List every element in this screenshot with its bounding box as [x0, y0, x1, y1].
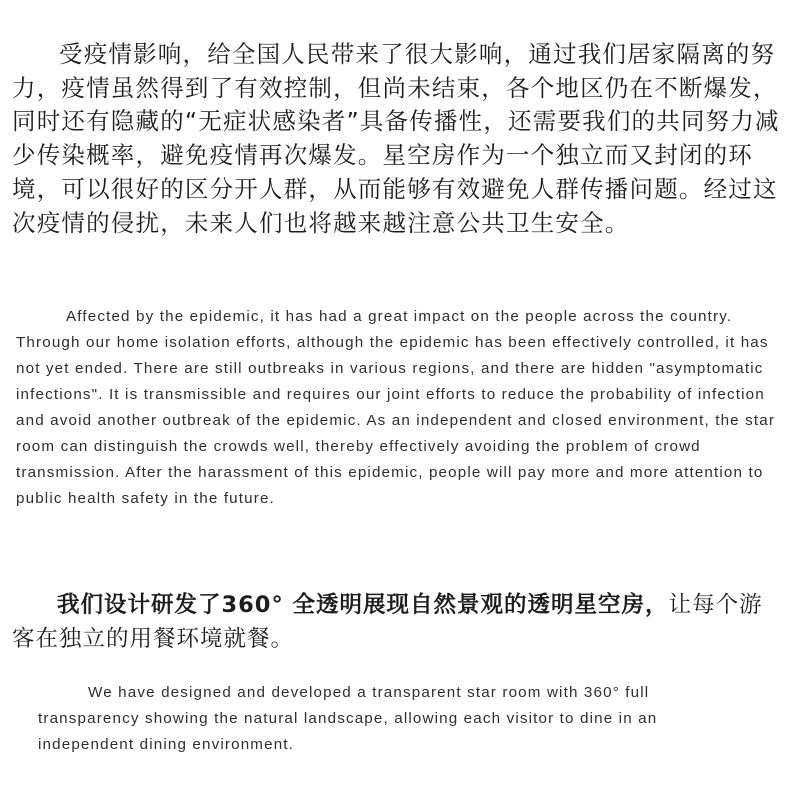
- english-paragraph-star-room: We have designed and developed a transparent star room with 360° full transparency showing the natural landscape, allowing each visitor to dine in an independent dining environment.: [38, 684, 658, 753]
- english-paragraph-epidemic: Affected by the epidemic, it has had a great impact on the people across the country. Through our home isolation efforts, although the epidemic has been effectively controlled, it has not yet ended. There are still outbreaks in various regions, and there are hidden "asymptomatic infections". It is transmissible and requires our joint efforts to reduce the probability of infection and avoid another outbreak of the epidemic. As an independent and closed environment, the star room can distinguish the crowds well, thereby effectively avoiding the problem of crowd transmission. After the harassment of this epidemic, people will pay more and more attention to public health safety in the future.: [16, 308, 776, 507]
- chinese-star-room-detail: 让每个游客在独立的用餐环境就餐。: [12, 592, 763, 652]
- chinese-star-room-highlight: 我们设计研发了360° 全透明展现自然景观的透明星空房，: [57, 592, 669, 618]
- chinese-paragraph-star-room: [12, 588, 780, 656]
- chinese-paragraph-epidemic: 受疫情影响，给全国人民带来了很大影响，通过我们居家隔离的努力，疫情虽然得到了有效控制，但尚未结束，各个地区仍在不断爆发，同时还有隐藏的“无症状感染者”具备传播性，还需要我们的共同努力减少传染概率，避免疫情再次爆发。星空房作为一个独立而又封闭的环境，可以很好的区分开人群，从而能够有效避免人群传播问题。经过这次疫情的侵扰，未来人们也将越来越注意公共卫生安全。: [12, 40, 780, 237]
